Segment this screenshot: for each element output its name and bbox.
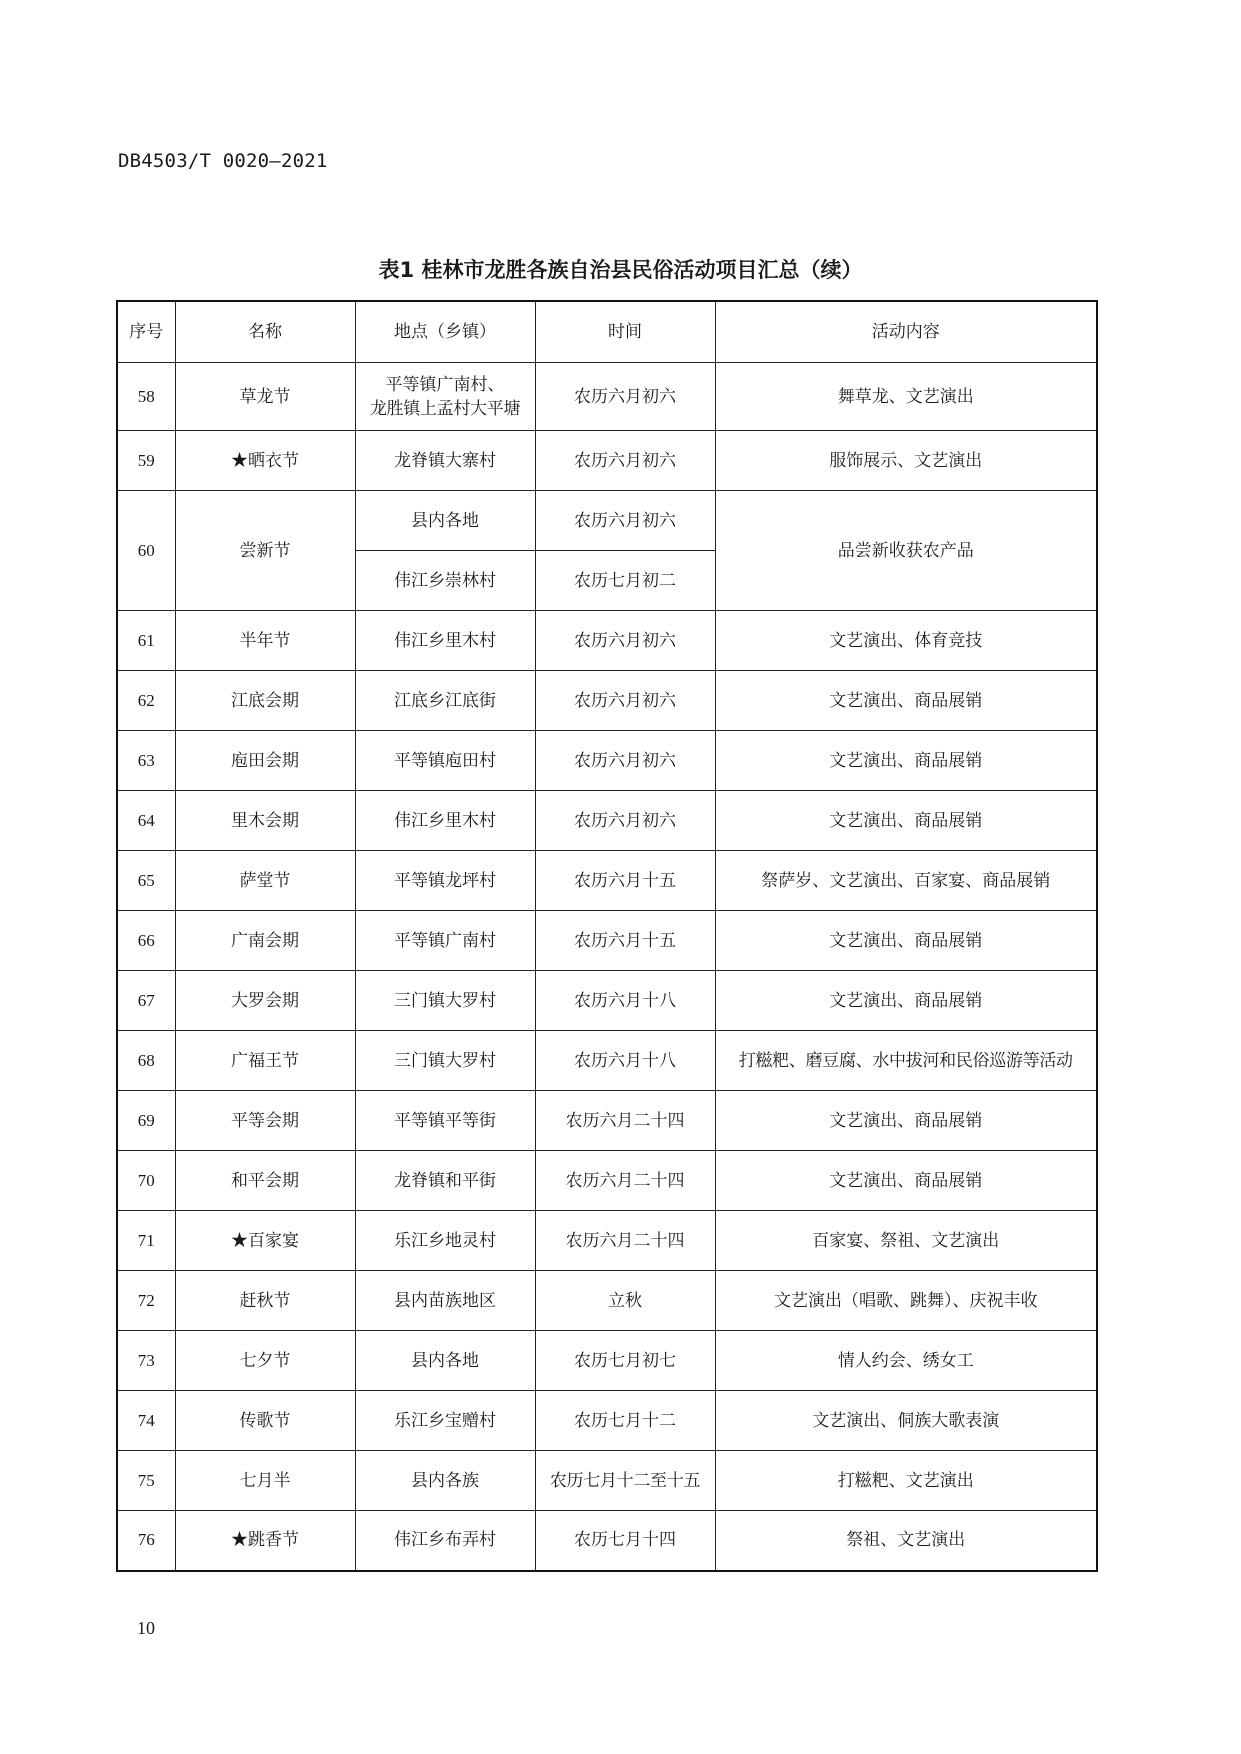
row-place: [355, 363, 535, 431]
column-header-number: 序号: [117, 301, 175, 363]
row-name: 传歌节: [175, 1391, 355, 1451]
table-row: [117, 1271, 1097, 1331]
row-content: 文艺演出、商品展销: [715, 911, 1097, 971]
table-row: [117, 671, 1097, 731]
row-place: 县内各地: [355, 491, 535, 551]
table-row: [117, 363, 1097, 431]
row-name: 平等会期: [175, 1091, 355, 1151]
row-name: 赶秋节: [175, 1271, 355, 1331]
row-number: 67: [117, 971, 175, 1031]
row-content: 文艺演出、商品展销: [715, 731, 1097, 791]
table-row: [117, 1391, 1097, 1451]
row-time: 农历六月初六: [535, 363, 715, 431]
row-name: ★晒衣节: [175, 431, 355, 491]
row-number: 75: [117, 1451, 175, 1511]
row-name: 大罗会期: [175, 971, 355, 1031]
row-content: 品尝新收获农产品: [715, 491, 1097, 611]
row-name: 庖田会期: [175, 731, 355, 791]
table-row: [117, 1451, 1097, 1511]
row-content: 文艺演出、商品展销: [715, 971, 1097, 1031]
row-name: 广南会期: [175, 911, 355, 971]
table-title: 表1 桂林市龙胜各族自治县民俗活动项目汇总（续）: [378, 258, 863, 282]
row-place: 乐江乡地灵村: [355, 1211, 535, 1271]
row-name: 江底会期: [175, 671, 355, 731]
row-content: 文艺演出、体育竞技: [715, 611, 1097, 671]
row-time: 立秋: [535, 1271, 715, 1331]
row-number: 71: [117, 1211, 175, 1271]
table-row: [117, 791, 1097, 851]
row-content: 文艺演出（唱歌、跳舞）、庆祝丰收: [715, 1271, 1097, 1331]
row-name: ★百家宴: [175, 1211, 355, 1271]
row-time: 农历七月十二: [535, 1391, 715, 1451]
row-name: 和平会期: [175, 1151, 355, 1211]
row-number: 72: [117, 1271, 175, 1331]
table-header-row: [117, 301, 1097, 363]
row-time: 农历六月十八: [535, 971, 715, 1031]
table-row: [117, 971, 1097, 1031]
row-place-line: 平等镇广南村、: [385, 374, 505, 395]
row-time: 农历七月十二至十五: [535, 1451, 715, 1511]
row-number: 66: [117, 911, 175, 971]
row-time: 农历六月二十四: [535, 1211, 715, 1271]
row-name: 半年节: [175, 611, 355, 671]
page-number: 10: [137, 1618, 155, 1638]
row-name: 尝新节: [175, 491, 355, 611]
table-row: [117, 1091, 1097, 1151]
row-number: 63: [117, 731, 175, 791]
row-number: 70: [117, 1151, 175, 1211]
row-place: 平等镇龙坪村: [355, 851, 535, 911]
row-number: 65: [117, 851, 175, 911]
row-place: 三门镇大罗村: [355, 971, 535, 1031]
row-place: 县内各地: [355, 1331, 535, 1391]
table-row: [117, 851, 1097, 911]
row-place: 三门镇大罗村: [355, 1031, 535, 1091]
row-number: 74: [117, 1391, 175, 1451]
row-time: 农历七月初七: [535, 1331, 715, 1391]
row-place: 平等镇庖田村: [355, 731, 535, 791]
row-content: 文艺演出、商品展销: [715, 1151, 1097, 1211]
row-place: 伟江乡布弄村: [355, 1511, 535, 1571]
row-content: 情人约会、绣女工: [715, 1331, 1097, 1391]
row-place: 乐江乡宝赠村: [355, 1391, 535, 1451]
row-time: 农历六月十五: [535, 851, 715, 911]
row-content: 文艺演出、侗族大歌表演: [715, 1391, 1097, 1451]
table-row: [117, 431, 1097, 491]
row-content: 打糍粑、磨豆腐、水中拔河和民俗巡游等活动: [715, 1031, 1097, 1091]
column-header-name: 名称: [175, 301, 355, 363]
row-content: 舞草龙、文艺演出: [715, 363, 1097, 431]
row-number: 59: [117, 431, 175, 491]
table-row: [117, 1211, 1097, 1271]
row-time: 农历六月初六: [535, 431, 715, 491]
row-place-line: 龙胜镇上孟村大平塘: [369, 398, 521, 419]
row-time: 农历六月十八: [535, 1031, 715, 1091]
row-name: 萨堂节: [175, 851, 355, 911]
column-header-time: 时间: [535, 301, 715, 363]
row-time: 农历六月初六: [535, 491, 715, 551]
table-row: [117, 1031, 1097, 1091]
row-name: 里木会期: [175, 791, 355, 851]
row-place: 龙脊镇大寨村: [355, 431, 535, 491]
row-place: 伟江乡里木村: [355, 611, 535, 671]
table-row: [117, 911, 1097, 971]
row-number: 69: [117, 1091, 175, 1151]
row-content: 祭祖、文艺演出: [715, 1511, 1097, 1571]
row-place: 伟江乡崇林村: [355, 551, 535, 611]
table-row: [117, 1511, 1097, 1571]
table-row: [117, 731, 1097, 791]
row-name: 草龙节: [175, 363, 355, 431]
row-name: 广福王节: [175, 1031, 355, 1091]
row-number: 60: [117, 491, 175, 611]
row-number: 64: [117, 791, 175, 851]
row-content: 文艺演出、商品展销: [715, 1091, 1097, 1151]
row-time: 农历六月初六: [535, 791, 715, 851]
column-header-content: 活动内容: [715, 301, 1097, 363]
row-name: 七夕节: [175, 1331, 355, 1391]
row-place: 平等镇广南村: [355, 911, 535, 971]
document-code: DB4503/T 0020—2021: [118, 150, 328, 172]
row-place: 江底乡江底街: [355, 671, 535, 731]
row-time: 农历六月初六: [535, 731, 715, 791]
row-time: 农历六月二十四: [535, 1091, 715, 1151]
activity-table: [116, 300, 1098, 1572]
row-content: 服饰展示、文艺演出: [715, 431, 1097, 491]
row-place: 龙脊镇和平街: [355, 1151, 535, 1211]
row-name: 七月半: [175, 1451, 355, 1511]
row-time: 农历六月初六: [535, 671, 715, 731]
row-content: 百家宴、祭祖、文艺演出: [715, 1211, 1097, 1271]
table-row: [117, 491, 1097, 551]
row-time: 农历六月初六: [535, 611, 715, 671]
row-time: 农历七月十四: [535, 1511, 715, 1571]
column-header-place: 地点（乡镇）: [355, 301, 535, 363]
table-row: [117, 1151, 1097, 1211]
row-place: 平等镇平等街: [355, 1091, 535, 1151]
row-place: 县内各族: [355, 1451, 535, 1511]
row-content: 文艺演出、商品展销: [715, 791, 1097, 851]
row-content: 打糍粑、文艺演出: [715, 1451, 1097, 1511]
table-row: [117, 611, 1097, 671]
row-number: 76: [117, 1511, 175, 1571]
row-place: 县内苗族地区: [355, 1271, 535, 1331]
row-time: 农历六月十五: [535, 911, 715, 971]
row-number: 61: [117, 611, 175, 671]
row-number: 58: [117, 363, 175, 431]
row-time: 农历六月二十四: [535, 1151, 715, 1211]
table-row: [117, 1331, 1097, 1391]
row-content: 文艺演出、商品展销: [715, 671, 1097, 731]
row-time: 农历七月初二: [535, 551, 715, 611]
row-place: 伟江乡里木村: [355, 791, 535, 851]
row-number: 62: [117, 671, 175, 731]
row-number: 68: [117, 1031, 175, 1091]
row-number: 73: [117, 1331, 175, 1391]
row-name: ★跳香节: [175, 1511, 355, 1571]
row-content: 祭萨岁、文艺演出、百家宴、商品展销: [715, 851, 1097, 911]
